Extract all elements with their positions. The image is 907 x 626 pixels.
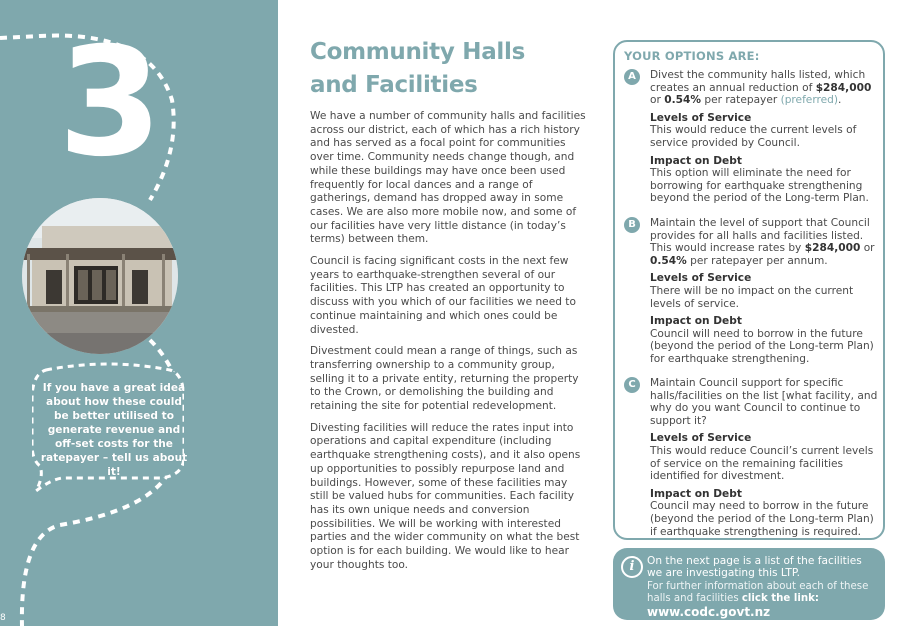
info-link-cta: click the link: [741,592,819,604]
option-a-description: Divest the community halls listed, which creates an annual reduction of $284,000 or 0.54% per ratepayer (preferred). [650,69,872,107]
option-b-body [650,217,880,366]
speech-bubble-text: If you have a great idea about how these could be better utilised to generate revenue and off-set costs for the ratepayer – tell us about it! [40,382,188,478]
section-number: 3 [58,16,159,190]
option-c-debt-text: Council may need to borrow in the future (beyond the period of the Long-term Plan) if earthquake strengthening is required. [650,500,874,538]
community-hall-photo [22,198,178,354]
option-b-description: Maintain the level of support that Council provides for all halls and facilities listed. This would increase rates by $284,000 or 0.54% per ratepayer per annum. [650,217,875,267]
option-c-levels-text: This would reduce Council’s current levels of service on the remaining facilities identified for divestment. [650,444,874,483]
body-text [310,110,588,581]
option-b-debt-text: Council will need to borrow in the future (beyond the period of the Long-term Plan) for earthquake strengthening. [650,327,874,365]
option-a-levels-heading: Levels of Service [650,111,752,124]
option-a-debt-text: This option will eliminate the need for borrowing for earthquake strengthening beyond the period of the Long-term Plan. [650,167,869,205]
body-paragraph-2: Council is facing significant costs in the next few years to earthquake-strengthen several of our facilities. This LTP has created an opportunity to discuss with you which of our facilities we need to continue maintaining and which ones could be divested. [310,255,576,336]
website-link[interactable]: www.codc.govt.nz [647,605,771,619]
info-further-text: For further information about each of these halls and facilities click the link: [647,581,869,604]
left-panel [0,0,278,626]
option-c-body [650,377,880,538]
option-c-levels-heading: Levels of Service [650,432,752,445]
preferred-label: (preferred) [780,94,838,107]
body-paragraph-4: Divesting facilities will reduce the rates input into operations and capital expenditure (including earthquake strengthening costs), and it also opens up opportunities to possibly repurpose land and buildings. However, some of these facilities may still be valued hubs for communities. Each facility has its own unique needs and conversion possibilities. We will be working with interested parties and the wider community on what the best option is for each building. We would like to hear your thoughts too. [310,421,581,571]
option-a-body [650,69,880,205]
speech-bubble [32,360,188,492]
info-next-page-text: On the next page is a list of the facilities we are investigating this LTP. [647,555,862,579]
options-heading: YOUR OPTIONS ARE: [624,49,760,63]
page-number: 8 [0,613,6,623]
body-paragraph-1: We have a number of community halls and facilities across our district, each of which has a rich history and has served as a focal point for communities over time. Community needs change though, and while these buildings may have once been used frequently for local dances and a range of gatherings, demand has dropped away in some cases. We are also more mobile now, and some of our facilities have very little distance (in today’s terms) between them. [310,110,586,246]
option-c-badge: C [624,377,640,393]
option-a-badge: A [624,69,640,85]
option-c-description: Maintain Council support for specific halls/facilities on the list [what facility, and why do you want Council to continue to support it? [650,377,878,427]
option-b-levels-heading: Levels of Service [650,272,752,285]
option-b-debt-heading: Impact on Debt [650,315,742,328]
options-box [613,40,885,540]
option-c-debt-heading: Impact on Debt [650,487,742,500]
option-b-levels-text: There will be no impact on the current levels of service. [650,284,854,310]
option-a-levels-text: This would reduce the current levels of service provided by Council. [650,124,857,149]
body-paragraph-3: Divestment could mean a range of things, such as transferring ownership to a community group, selling it to a private entity, returning the property to the Crown, or demolishing the building and retaining the site for potential redevelopment. [310,345,579,413]
info-box [613,548,885,620]
page-title: Community Halls and Facilities [310,39,525,98]
option-a-debt-heading: Impact on Debt [650,154,742,167]
info-icon: i [621,556,643,578]
option-b-badge: B [624,217,640,233]
